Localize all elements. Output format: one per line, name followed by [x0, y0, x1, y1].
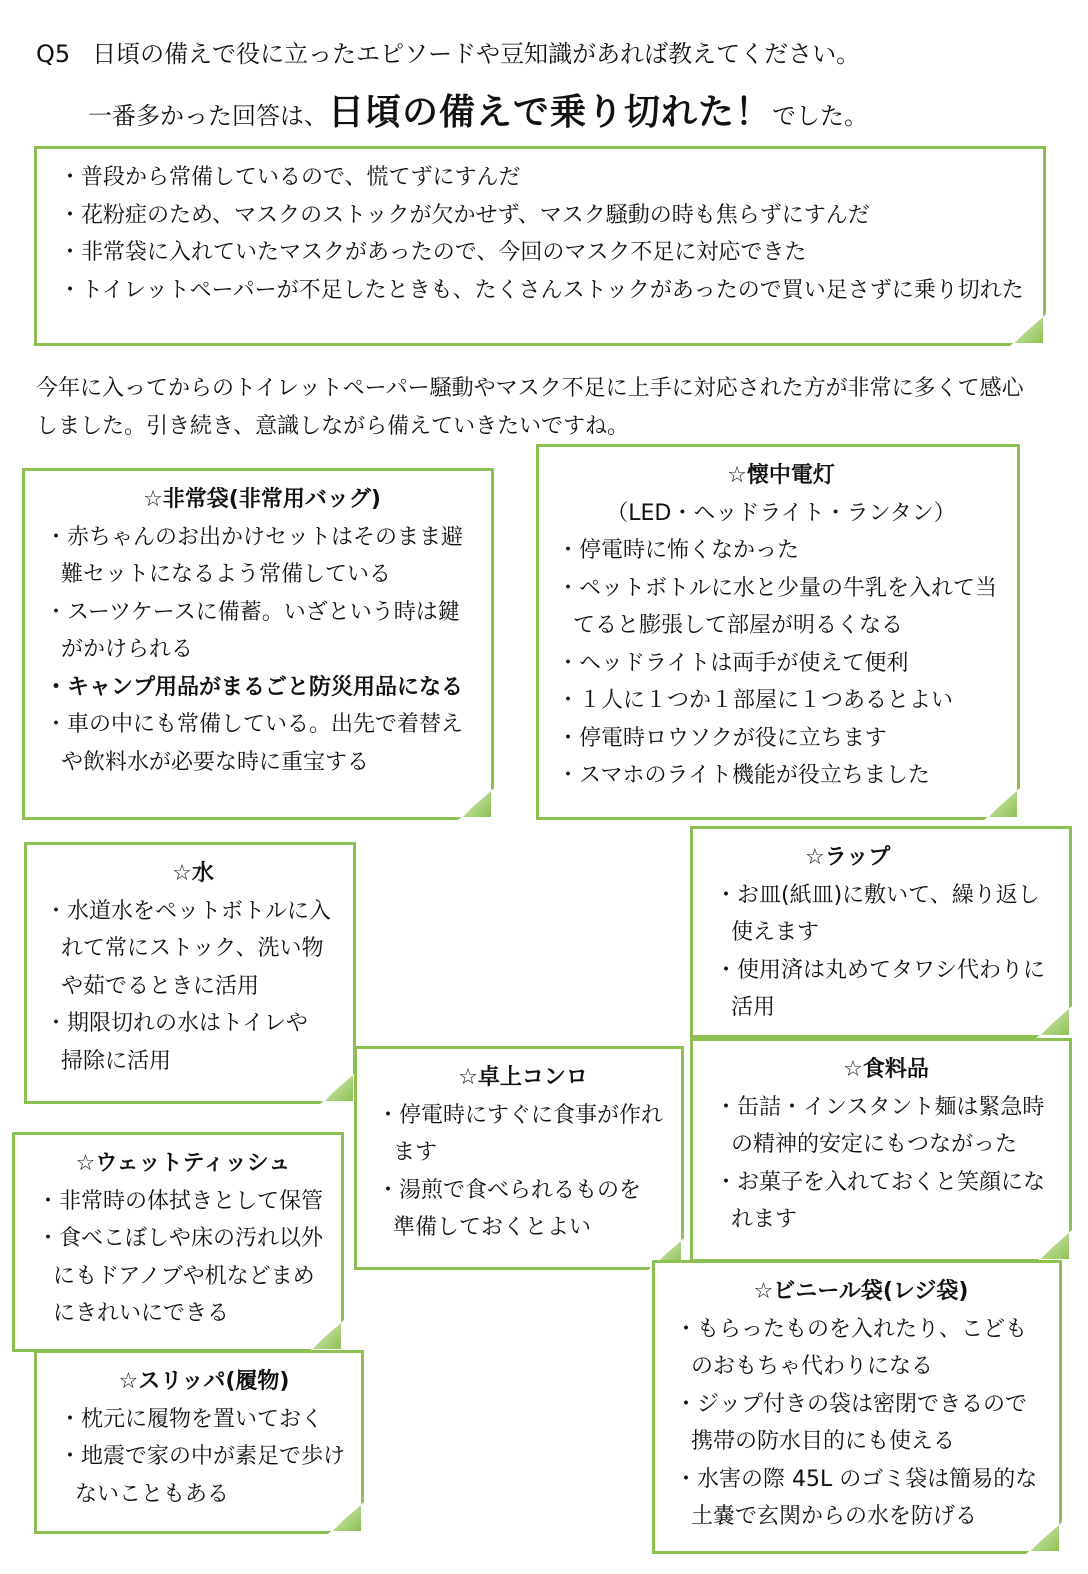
- list-item: ・お皿(紙皿)に敷いて、繰り返し使えます: [715, 882, 1040, 945]
- note-title: ☆スリッパ(履物): [118, 1369, 290, 1394]
- wrap-note: [690, 826, 1072, 1038]
- note-title: ☆ウェットティッシュ: [75, 1151, 291, 1176]
- list-item: ・お菓子を入れておくと笑顔になれます: [715, 1169, 1046, 1232]
- stove-note: [354, 1046, 684, 1270]
- slipper-note: [34, 1350, 364, 1534]
- list-item: ・非常袋に入れていたマスクがあったので、今回のマスク不足に対応できた: [59, 240, 807, 265]
- list-item: ・缶詰・インスタント麺は緊急時の精神的安定にもつながった: [715, 1094, 1045, 1157]
- list-item: ・水道水をペットボトルに入れて常にストック、洗い物や茹でるときに活用: [45, 898, 332, 999]
- list-item: ・地震で家の中が素足で歩けないこともある: [59, 1444, 346, 1507]
- list-item: ・もらったものを入れたり、こどものおもちゃ代わりになる: [675, 1316, 1028, 1379]
- note-subtitle: （LED・ヘッドライト・ランタン）: [606, 500, 956, 526]
- list-item: ・停電時に怖くなかった: [557, 538, 800, 563]
- question-number: Q5: [36, 40, 71, 68]
- list-item: ・スマホのライト機能が役立ちました: [557, 763, 930, 788]
- list-item: ・赤ちゃんのお出かけセットはそのまま避難セットになるよう常備している: [45, 524, 464, 587]
- answer-prefix: 一番多かった回答は、: [88, 102, 328, 130]
- list-item: ・水害の際 45L のゴミ袋は簡易的な土嚢で玄関からの水を防げる: [675, 1466, 1038, 1529]
- list-item: ・トイレットペーパーが不足したときも、たくさんストックがあったので買い足さずに乗り切れた: [59, 277, 1024, 303]
- emergency-bag-note: [22, 468, 494, 820]
- list-item: ・花粉症のため、マスクのストックが欠かせず、マスク騒動の時も焦らずにすんだ: [59, 202, 870, 228]
- list-item: ・停電時にすぐに食事が作れます: [377, 1102, 664, 1165]
- list-item: ・キャンプ用品がまるごと防災用品になる: [45, 674, 464, 700]
- list-item: ・非常時の体拭きとして保管: [37, 1188, 324, 1214]
- list-item: ・停電時ロウソクが役に立ちます: [557, 725, 887, 751]
- note-title: ☆ラップ: [805, 845, 891, 870]
- flashlight-note: [536, 444, 1020, 820]
- water-note: [24, 842, 356, 1104]
- answer-suffix: でした。: [772, 102, 869, 130]
- list-item: ・普段から常備しているので、慌てずにすんだ: [59, 165, 521, 190]
- comment-line: 今年に入ってからのトイレットペーパー騒動やマスク不足に上手に対応された方が非常に多くて感心: [36, 376, 1024, 401]
- list-item: ・車の中にも常備している。出先で着替えや飲料水が必要な時に重宝する: [45, 712, 464, 775]
- list-item: ・１人に１つか１部屋に１つあるとよい: [557, 688, 954, 713]
- list-item: ・スーツケースに備蓄。いざという時は鍵がかけられる: [45, 599, 460, 662]
- top-answers-box: [34, 146, 1046, 346]
- note-title: ☆食料品: [843, 1057, 929, 1082]
- food-note: [690, 1038, 1072, 1262]
- list-item: ・使用済は丸めてタワシ代わりに活用: [715, 957, 1046, 1020]
- answer-highlight: 日頃の備えで乗り切れた！: [328, 92, 773, 133]
- note-title: ☆懐中電灯: [727, 463, 835, 488]
- vinyl-bag-note: [652, 1260, 1062, 1554]
- wet-tissue-note: [12, 1132, 344, 1352]
- comment-line: しました。引き続き、意識しながら備えていきたいですね。: [36, 414, 630, 439]
- list-item: ・期限切れの水はトイレや 掃除に活用: [45, 1011, 330, 1074]
- list-item: ・湯煎で食べられるものを 準備しておくとよい: [377, 1177, 664, 1240]
- list-item: ・食べこぼしや床の汚れ以外にもドアノブや机などまめにきれいにできる: [37, 1226, 324, 1326]
- list-item: ・ペットボトルに水と少量の牛乳を入れて当てると膨張して部屋が明るくなる: [557, 575, 998, 638]
- list-item: ・ヘッドライトは両手が使えて便利: [557, 650, 909, 676]
- note-title: ☆非常袋(非常用バッグ): [143, 487, 381, 512]
- list-item: ・枕元に履物を置いておく: [59, 1406, 324, 1432]
- comment-paragraph: [36, 370, 1036, 446]
- note-title: ☆水: [172, 861, 214, 886]
- list-item: ・ジップ付きの袋は密閉できるので携帯の防水目的にも使える: [675, 1391, 1028, 1454]
- note-title: ☆卓上コンロ: [458, 1065, 588, 1090]
- note-title: ☆ビニール袋(レジ袋): [753, 1279, 969, 1304]
- question-text: 日頃の備えで役に立ったエピソードや豆知識があれば教えてください。: [92, 40, 861, 68]
- answer-summary: [88, 84, 868, 135]
- question: [36, 34, 860, 69]
